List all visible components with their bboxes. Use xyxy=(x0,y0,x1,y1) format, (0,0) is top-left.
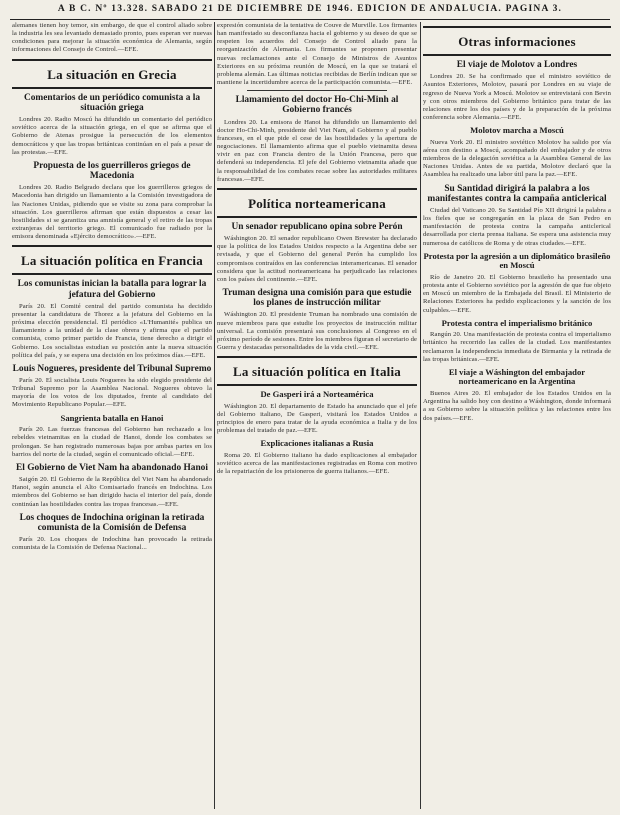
headline-molotov-moscu: Molotov marcha a Moscú xyxy=(470,125,564,136)
section-title-francia: La situación política en Francia xyxy=(21,253,203,269)
headline-comunistas: Los comunistas inician la batalla para lograr la jefatura del Gobierno xyxy=(17,279,207,300)
article-ho-chi-minh: Londres 20. La emisora de Hanoi ha difundido un llamamiento del doctor Ho-Chi-Minh, presidente del Viet Nam, al Gobierno y al pueblo franceses, en el que pide el cese de las hostilidades y la apertura de negociaciones. El llamamiento afirma que el pueblo vietnamita desea vivir en paz con Francia dentro de la Unión Francesa, pero que defenderá su independencia. El jefe del Gobierno vietnamita añade que la responsabilidad de los combates recae sobre las autoridades militares francesas.—EFE. xyxy=(217,118,417,183)
headline-truman: Truman designa una comisión para que estudie los planes de instrucción militar xyxy=(222,288,412,309)
section-otras xyxy=(423,26,611,56)
article-intro: alemanes tienen hoy temor, sin embargo, de que el control aliado sobre la industria les sea levantado demasiado pronto, pues esperan ver nuevas condiciones para mejorar la situación económica de Alemania, según informaciones del Consejo de Control.—EFE. xyxy=(12,22,212,54)
headline-diplomatico: Protesta por la agresión a un diplomático brasileño en Moscú xyxy=(423,250,611,271)
running-head: A B C. Nº 13.328. SABADO 21 DE DICIEMBRE DE 1946. EDICION DE ANDALUCIA. PAGINA 3. xyxy=(57,4,563,14)
article-molotov-moscu: Nueva York 20. El ministro soviético Molotov ha salido por vía aérea con destino a Moscú, acompañado del embajador y de otros miembros de la delegación soviética a la Asamblea General de las Naciones Unidas. Antes de su partida, Molotov declaró que la Asamblea ha realizado una labor útil para la paz.—EFE. xyxy=(423,138,611,179)
headline-explicaciones: Explicaciones italianas a Rusia xyxy=(260,438,374,449)
column-divider-right xyxy=(420,22,421,809)
column-divider-left xyxy=(214,22,215,809)
section-title-italia: La situación política en Italia xyxy=(233,364,401,380)
section-title-otras: Otras informaciones xyxy=(458,34,576,49)
headline-batalla-hanoi: Sangrienta batalla en Hanoi xyxy=(60,412,164,423)
article-diplomatico: Río de Janeiro 20. El Gobierno brasileño ha presentado una protesta ante el Gobierno soviético por la agresión de que fue objeto en Moscú un miembro de la Embajada del Brasil. El Ministerio de Relaciones Exteriores ha pedido explicaciones y la sanción de los culpables.—EFE. xyxy=(423,273,611,314)
headline-embajador: El viaje a Wáshington del embajador norteamericano en la Argentina xyxy=(448,366,586,387)
headline-comentarios: Comentarios de un periódico comunista a la situación griega xyxy=(23,92,201,113)
section-title-usa: Política norteamericana xyxy=(248,195,386,211)
article-imperialismo: Rangún 20. Una manifestación de protesta contra el imperialismo británico ha recorrido las calles de la ciudad. Los manifestantes reclamaron la independencia inmediata de Birmania y la retirada de las tropas británicas.—EFE. xyxy=(423,331,611,363)
headline-viet-nam: El Gobierno de Viet Nam ha abandonado Hanoi xyxy=(16,462,208,473)
headline-guerrilleros: Propuesta de los guerrilleros griegos de Macedonia xyxy=(33,160,191,182)
article-truman: Wáshington 20. El presidente Truman ha nombrado una comisión de nueve miembros para que estudie los proyectos de instrucción militar universal. La comisión presentará sus conclusiones al Congreso en el próximo período de sesiones. Entre los miembros figuran el secretario de Guerra y destacadas personalidades de la vida civil.—EFE. xyxy=(217,311,417,352)
header-rule xyxy=(10,19,610,20)
headline-indochina: Los choques de Indochina originan la retirada comunista de la Comisión de Defensa xyxy=(19,512,205,533)
headline-nogueres: Louis Nogueres, presidente del Tribunal Supremo xyxy=(12,363,212,374)
article-santidad: Ciudad del Vaticano 20. Su Santidad Pío XII dirigirá la palabra a los fieles que se congregarán en la plaza de San Pedro en manifestación de protesta contra la campaña anticlerical desarrollada por cierta prensa italiana. Se espera una asistencia muy numerosa de católicos de Roma y de otras ciudades.—EFE. xyxy=(423,206,611,247)
headline-senador: Un senador republicano opina sobre Perón xyxy=(231,221,403,232)
headline-de-gasperi: De Gasperi irá a Norteamérica xyxy=(260,389,374,400)
article-comentarios: Londres 20. Radio Moscú ha difundido un comentario del periódico soviético acerca de la situación griega, en el que se afirma que el Gobierno de Atenas prosigue la persecución de los elementos democráticos y que las tropas británicas continúan en el país a pesar de las protestas.—EFE. xyxy=(12,116,212,156)
article-batalla-hanoi: París 20. Las fuerzas francesas del Gobierno han rechazado a los rebeldes vietnamitas en la ciudad de Hanoi, donde los combates se prolongan. Se han registrado numerosas bajas por ambas partes en los barrios del norte de la ciudad, según el comunicado oficial.—EFE. xyxy=(12,426,212,458)
article-explicaciones: Roma 20. El Gobierno italiano ha dado explicaciones al embajador soviético acerca de las manifestaciones registradas en Roma con motivo de la repatriación de los prisioneros de guerra italianos.—EFE. xyxy=(217,452,417,476)
article-comunistas: París 20. El Comité central del partido comunista ha decidido presentar la candidatura de Thorez a la jefatura del Gobierno en la próxima elección presidencial. El periódico «L'Humanité» publica un llamamiento a la unidad de la clase obrera y afirma que el partido comunista, como primer partido de Francia, tiene derecho a dirigir el Gobierno. Los socialistas estudian su posición ante la nueva situación política del país, y se espera una decisión en los próximos días.—EFE. xyxy=(12,302,212,359)
article-viet-nam: Saigón 20. El Gobierno de la República del Viet Nam ha abandonado Hanoi, según anuncia el Alto Comisariado francés en Indochina. Los miembros del Gobierno se han dirigido hacia el interior del país, donde continúan las hostilidades contra las tropas francesas.—EFE. xyxy=(12,476,212,508)
headline-ho-chi-minh: Llamamiento del doctor Ho-Chi-Minh al Gobierno francés xyxy=(235,95,399,116)
column-3 xyxy=(423,22,611,811)
section-usa xyxy=(217,188,417,218)
headline-molotov-londres: El viaje de Molotov a Londres xyxy=(456,60,578,70)
headline-santidad: Su Santidad dirigirá la palabra a los manifestantes contra la campaña anticlerical xyxy=(427,183,607,204)
column-1 xyxy=(12,22,212,811)
article-senador: Wáshington 20. El senador republicano Owen Brewster ha declarado que la política de los Estados Unidos respecto a la Argentina debe ser revisada, y que el Gobierno del general Perón ha cumplido los compromisos contraídos en las conferencias interamericanas. El senador considera que la actitud norteamericana ha perjudicado las relaciones con los países del continente.—EFE. xyxy=(217,235,417,283)
article-embajador: Buenos Aires 20. El embajador de los Estados Unidos en la Argentina ha salido hoy con destino a Wáshington, donde informará a su Gobierno sobre la situación política y las relaciones entre los dos países.—EFE. xyxy=(423,390,611,422)
section-grecia xyxy=(12,59,212,89)
article-de-gasperi: Wáshington 20. El departamento de Estado ha anunciado que el jefe del Gobierno italiano, De Gasperi, visitará los Estados Unidos a principios de enero para tratar de la ayuda económica a Italia y de los problemas del tratado de paz.—EFE. xyxy=(217,402,417,435)
section-francia xyxy=(12,245,212,275)
column-2 xyxy=(217,22,417,811)
section-italia xyxy=(217,356,417,386)
headline-imperialismo: Protesta contra el imperialismo británico xyxy=(441,317,593,328)
article-molotov-londres: Londres 20. Se ha confirmado que el ministro soviético de Asuntos Exteriores, Molotov, pasará por Londres en su viaje de regreso de Nueva York a Moscú. Molotov se entrevistará con Bevin y con otros miembros del Gobierno británico para tratar de las relaciones entre los dos países y de la preparación de la próxima conferencia sobre Alemania.—EFE. xyxy=(423,73,611,121)
section-title-grecia: La situación en Grecia xyxy=(47,66,177,82)
article-guerrilleros: Londres 20. Radio Belgrado declara que los guerrilleros griegos de Macedonia han dirigido un llamamiento a la Comisión investigadora de las Naciones Unidas, pidiendo que se visite su zona para comprobar la situación. Los guerrilleros afirman que están dispuestos a cesar las hostilidades si se garantiza una amnistía general y el retiro de las tropas extranjeras del territorio griego. El comunicado fue radiado por la emisora denominada «Ejército democrático».—EFE. xyxy=(12,184,212,241)
article-indochina: París 20. Los choques de Indochina han provocado la retirada comunista de la Comisión de Defensa Nacional... xyxy=(12,536,212,552)
article-nogueres: París 20. El socialista Louis Nogueres ha sido elegido presidente del Tribunal Supremo por la Asamblea Nacional. Nogueres obtuvo la mayoría de los votos de los diputados, frente al candidato del Movimiento Republicano Popular.—EFE. xyxy=(12,377,212,409)
separator xyxy=(247,90,387,91)
article-intro-2: expresión comunista de la tentativa de Couve de Murville. Los firmantes han manifestado su desconfianza hacia el gobierno y su deseo de que se respeten los acuerdos del Consejo de Control aliado para la reorganización de Alemania. Los firmantes se proponen presentar nuevas reclamaciones ante el Consejo de Ministros de Asuntos Exteriores en su próxima reunión de Moscú, en la que se tratará el problema alemán. Las últimas noticias recibidas de Berlín indican que se mantiene la incertidumbre acerca de la participación comunista.—EFE. xyxy=(217,22,417,87)
